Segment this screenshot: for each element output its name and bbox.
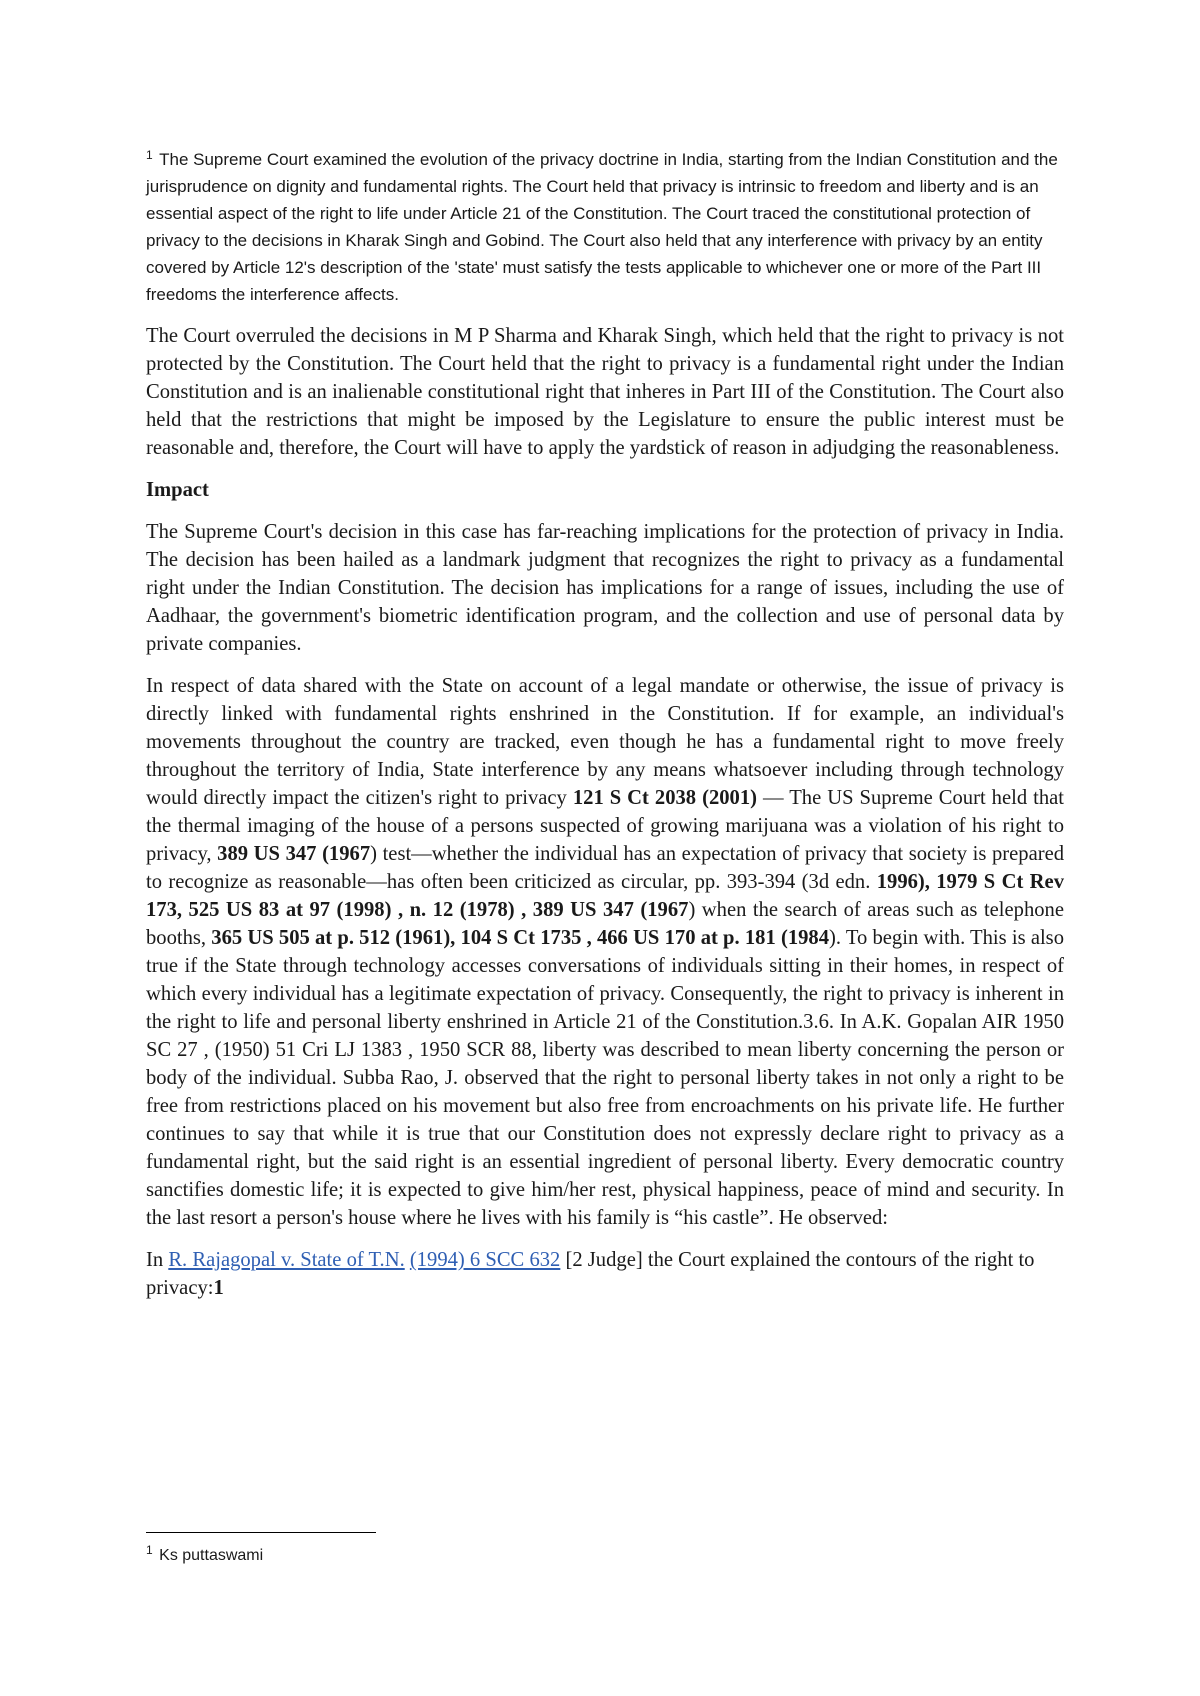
document-page [146, 146, 1064, 1316]
impact-heading: Impact [146, 479, 209, 501]
data-text-4: ) when the search of areas such as telephone booths, [146, 899, 1064, 949]
paragraph-rajagopal [146, 1246, 1064, 1302]
citation-2: 389 US 347 (1967 [217, 843, 371, 865]
footnote-intro-text: The Supreme Court examined the evolution of the privacy doctrine in India, starting from the Indian Constitution and the jurisprudence on dignity and fundamental rights. The Court held that privacy is intrinsic to freedom and liberty and is an essential aspect of the right to life under Article 21 of the Constitution. The Court traced the constitutional protection of privacy to the decisions in Kharak Singh and Gobind. The Court also held that any interference with privacy by an entity covered by Article 12's description of the 'state' must satisfy the tests applicable to whichever one or more of the Part III freedoms the interference affects. [146, 150, 1058, 304]
paragraph-data-privacy [146, 672, 1064, 1232]
paragraph-overruled: The Court overruled the decisions in M P Sharma and Kharak Singh, which held that the right to privacy is not protected by the Constitution. The Court held that the right to privacy is a fundamental right under the Indian Constitution and is an inalienable constitutional right that inheres in Part III of the Constitution. The Court also held that the restrictions that might be imposed by the Legislature to ensure the public interest must be reasonable and, therefore, the Court will have to apply the yardstick of reason in adjudging the reasonableness. [146, 325, 1064, 459]
data-text-3: ) test—whether the individual has an expectation of privacy that society is prepared to recognize as reasonable—has often been criticized as circular, pp. 393-394 (3d edn. [146, 843, 1065, 893]
rajagopal-suffix: [2 Judge] the Court explained the contours of the right to privacy: [146, 1249, 1035, 1299]
data-text-2: — The US Supreme Court held that the thermal imaging of the house of a persons suspected of growing marijuana was a violation of his right to privacy, [146, 787, 1064, 865]
case-link-scc-citation[interactable]: (1994) 6 SCC 632 [409, 1249, 561, 1271]
footnote-intro-marker: 1 [146, 148, 153, 162]
data-text-1: In respect of data shared with the State on account of a legal mandate or otherwise, the issue of privacy is directly linked with fundamental rights enshrined in the Constitution. If for example, an individual's movements throughout the country are tracked, even though he has a fundamental right to move freely throughout the territory of India, State interference by any means whatsoever including through technology would directly impact the citizen's right to privacy [146, 675, 1064, 809]
case-link-rajagopal[interactable]: R. Rajagopal v. State of T.N. [168, 1249, 405, 1271]
paragraph-impact: The Supreme Court's decision in this case has far-reaching implications for the protection of privacy in India. The decision has been hailed as a landmark judgment that recognizes the right to privacy as a fundamental right under the Indian Constitution. The decision has implications for a range of issues, including the use of Aadhaar, the government's biometric identification program, and the collection and use of personal data by private companies. [146, 521, 1064, 655]
citation-3: 1996), 1979 S Ct Rev 173, 525 US 83 at 97 (1998) , n. 12 (1978) , 389 US 347 (1967 [146, 871, 1064, 921]
footnote-marker: 1 [146, 1543, 153, 1557]
footnote [146, 1545, 263, 1567]
footnote-reference-marker[interactable]: 1 [213, 1277, 224, 1299]
citation-1: 121 S Ct 2038 (2001) [572, 787, 757, 809]
footnote-text: Ks puttaswami [159, 1547, 264, 1564]
footnote-separator [146, 1532, 376, 1533]
footnote-intro-paragraph [146, 146, 1064, 308]
data-text-5: ). To begin with. This is also true if the State through technology accesses conversations of individuals sitting in their homes, in respect of which every individual has a legitimate expectation of privacy. Consequently, the right to privacy is inherent in the right to life and personal liberty enshrined in Article 21 of the Constitution.3.6. In A.K. Gopalan AIR 1950 SC 27 , (1950) 51 Cri LJ 1383 , 1950 SCR 88, liberty was described to mean liberty concerning the person or body of the individual. Subba Rao, J. observed that the right to personal liberty takes in not only a right to be free from restrictions placed on his movement but also free from encroachments on his private life. He further continues to say that while it is true that our Constitution does not expressly declare right to privacy as a fundamental right, but the said right is an essential ingredient of personal liberty. Every democratic country sanctifies domestic life; it is expected to give him/her rest, physical happiness, peace of mind and security. In the last resort a person's house where he lives with his family is “his castle”. He observed: [146, 927, 1064, 1229]
rajagopal-prefix: In [146, 1249, 169, 1271]
citation-4: 365 US 505 at p. 512 (1961), 104 S Ct 1735 , 466 US 170 at p. 181 (1984 [211, 927, 830, 949]
